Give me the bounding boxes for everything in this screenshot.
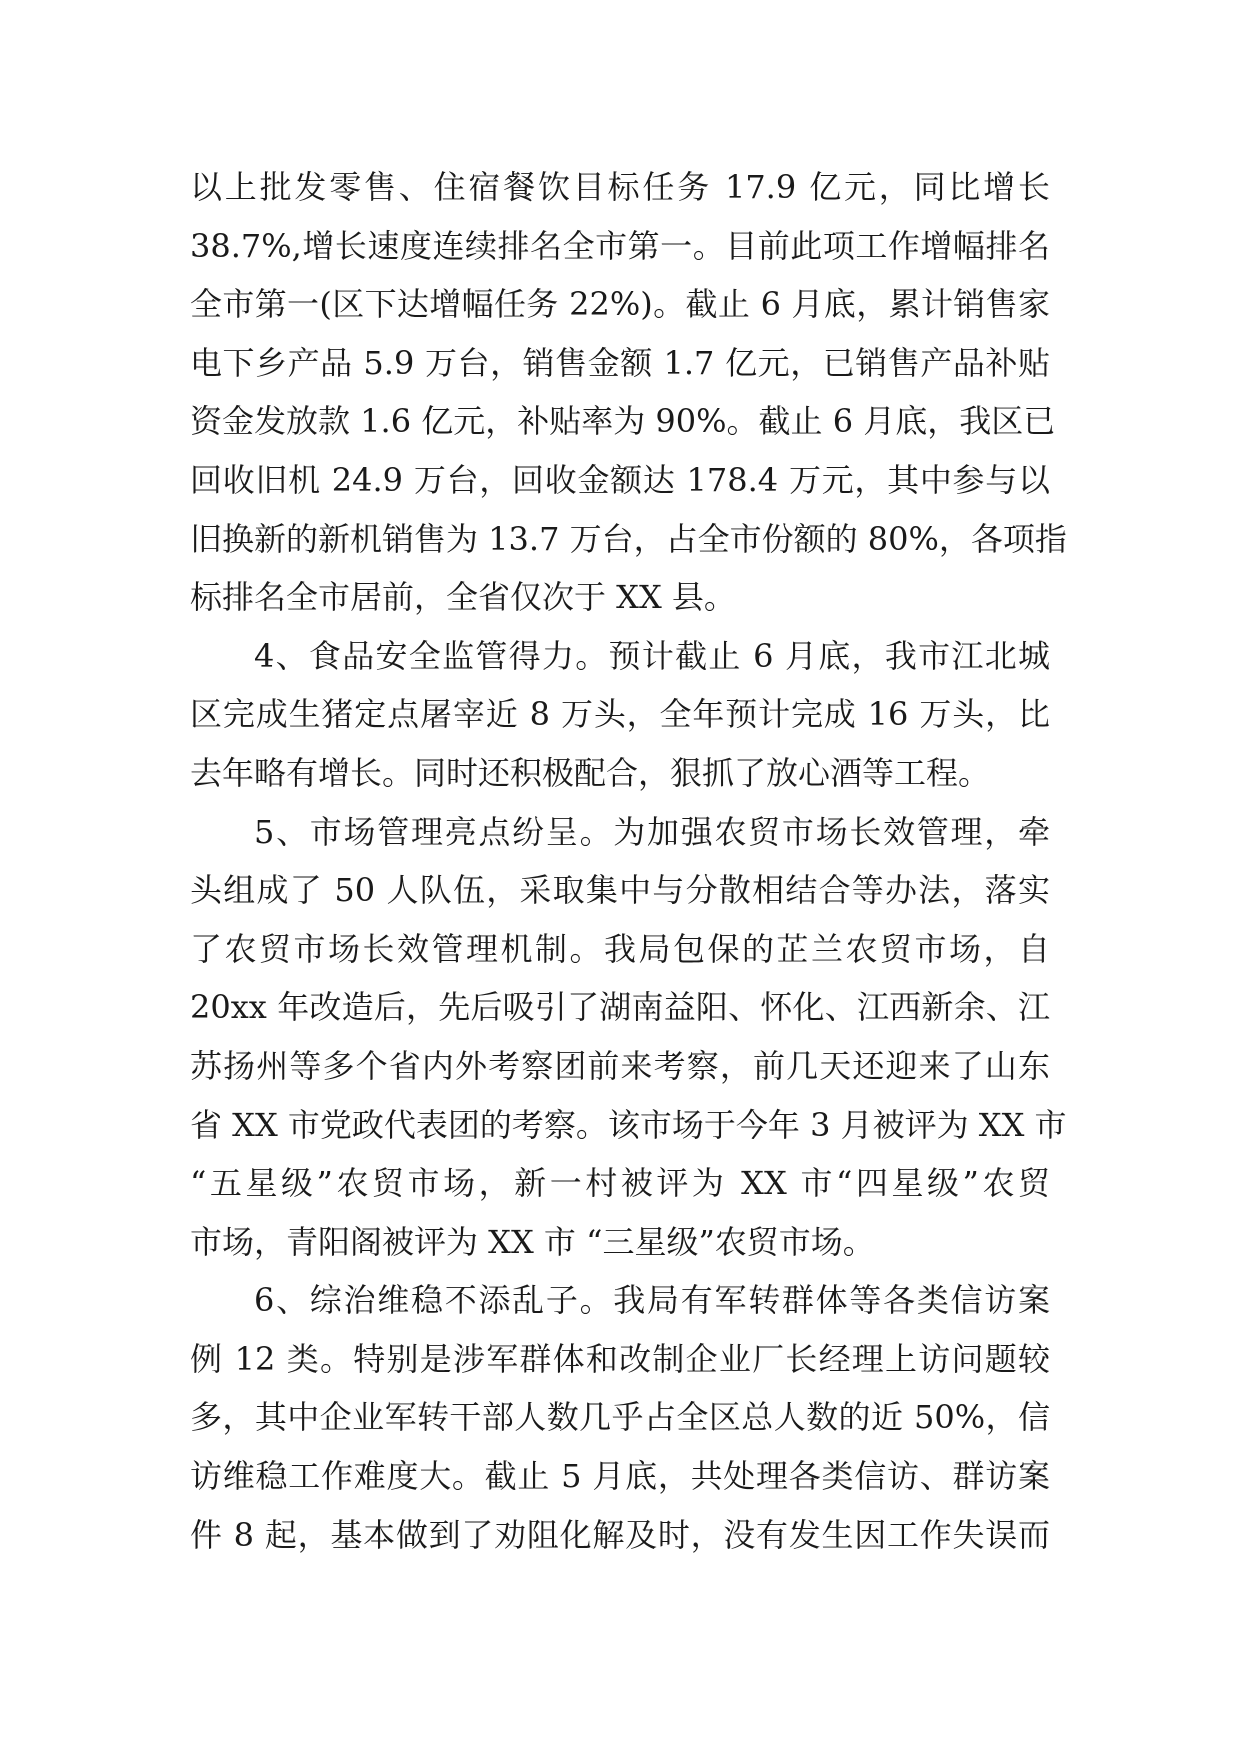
text-line: 6、综治维稳不添乱子。我局有军转群体等各类信访案 <box>254 1281 1050 1320</box>
text-line: 以上批发零售、住宿餐饮目标任务 17.9 亿元，同比增长 <box>190 168 1050 206</box>
text-line: 旧换新的新机销售为 13.7 万台，占全市份额的 80%，各项指 <box>190 519 1067 558</box>
text-line: 去年略有增长。同时还积极配合，狠抓了放心酒等工程。 <box>190 753 991 792</box>
text-line: 全市第一(区下达增幅任务 22%)。截止 6 月底，累计销售家 <box>190 285 1050 324</box>
text-line: 市场，青阳阁被评为 XX 市 “三星级”农贸市场。 <box>190 1222 875 1261</box>
paragraph <box>190 627 1050 803</box>
paragraph <box>190 803 1067 1272</box>
text-line: 省 XX 市党政代表团的考察。该市场于今年 3 月被评为 XX 市 <box>190 1105 1067 1144</box>
text-line: “五星级”农贸市场，新一村被评为 XX 市“四星级”农贸 <box>190 1164 1050 1203</box>
text-line: 4、食品安全监管得力。预计截止 6 月底，我市江北城 <box>254 636 1050 675</box>
text-line: 多，其中企业军转干部人数几乎占全区总人数的近 50%，信 <box>190 1398 1050 1437</box>
text-line: 苏扬州等多个省内外考察团前来考察，前几天还迎来了山东 <box>190 1046 1050 1085</box>
paragraph <box>190 1271 1050 1564</box>
text-line: 38.7%,增长速度连续排名全市第一。目前此项工作增幅排名 <box>190 226 1050 265</box>
text-line: 5、市场管理亮点纷呈。为加强农贸市场长效管理，牵 <box>254 812 1050 851</box>
text-line: 区完成生猪定点屠宰近 8 万头，全年预计完成 16 万头，比 <box>190 695 1050 734</box>
text-line: 回收旧机 24.9 万台，回收金额达 178.4 万元，其中参与以 <box>190 460 1050 499</box>
text-line: 标排名全市居前，全省仅次于 XX 县。 <box>190 578 736 617</box>
text-line: 资金发放款 1.6 亿元，补贴率为 90%。截止 6 月底，我区已 <box>190 402 1056 441</box>
document-body <box>190 158 1067 1564</box>
text-line: 头组成了 50 人队伍，采取集中与分散相结合等办法，落实 <box>190 871 1050 910</box>
text-line: 电下乡产品 5.9 万台，销售金额 1.7 亿元，已销售产品补贴 <box>190 343 1050 382</box>
text-line: 访维稳工作难度大。截止 5 月底，共处理各类信访、群访案 <box>190 1457 1050 1496</box>
text-line: 20xx 年改造后，先后吸引了湖南益阳、怀化、江西新余、江 <box>190 988 1050 1027</box>
text-line: 了农贸市场长效管理机制。我局包保的芷兰农贸市场，自 <box>190 929 1050 968</box>
paragraph <box>190 158 1067 627</box>
text-line: 件 8 起，基本做到了劝阻化解及时，没有发生因工作失误而 <box>190 1515 1050 1554</box>
text-line: 例 12 类。特别是涉军群体和改制企业厂长经理上访问题较 <box>190 1339 1050 1378</box>
